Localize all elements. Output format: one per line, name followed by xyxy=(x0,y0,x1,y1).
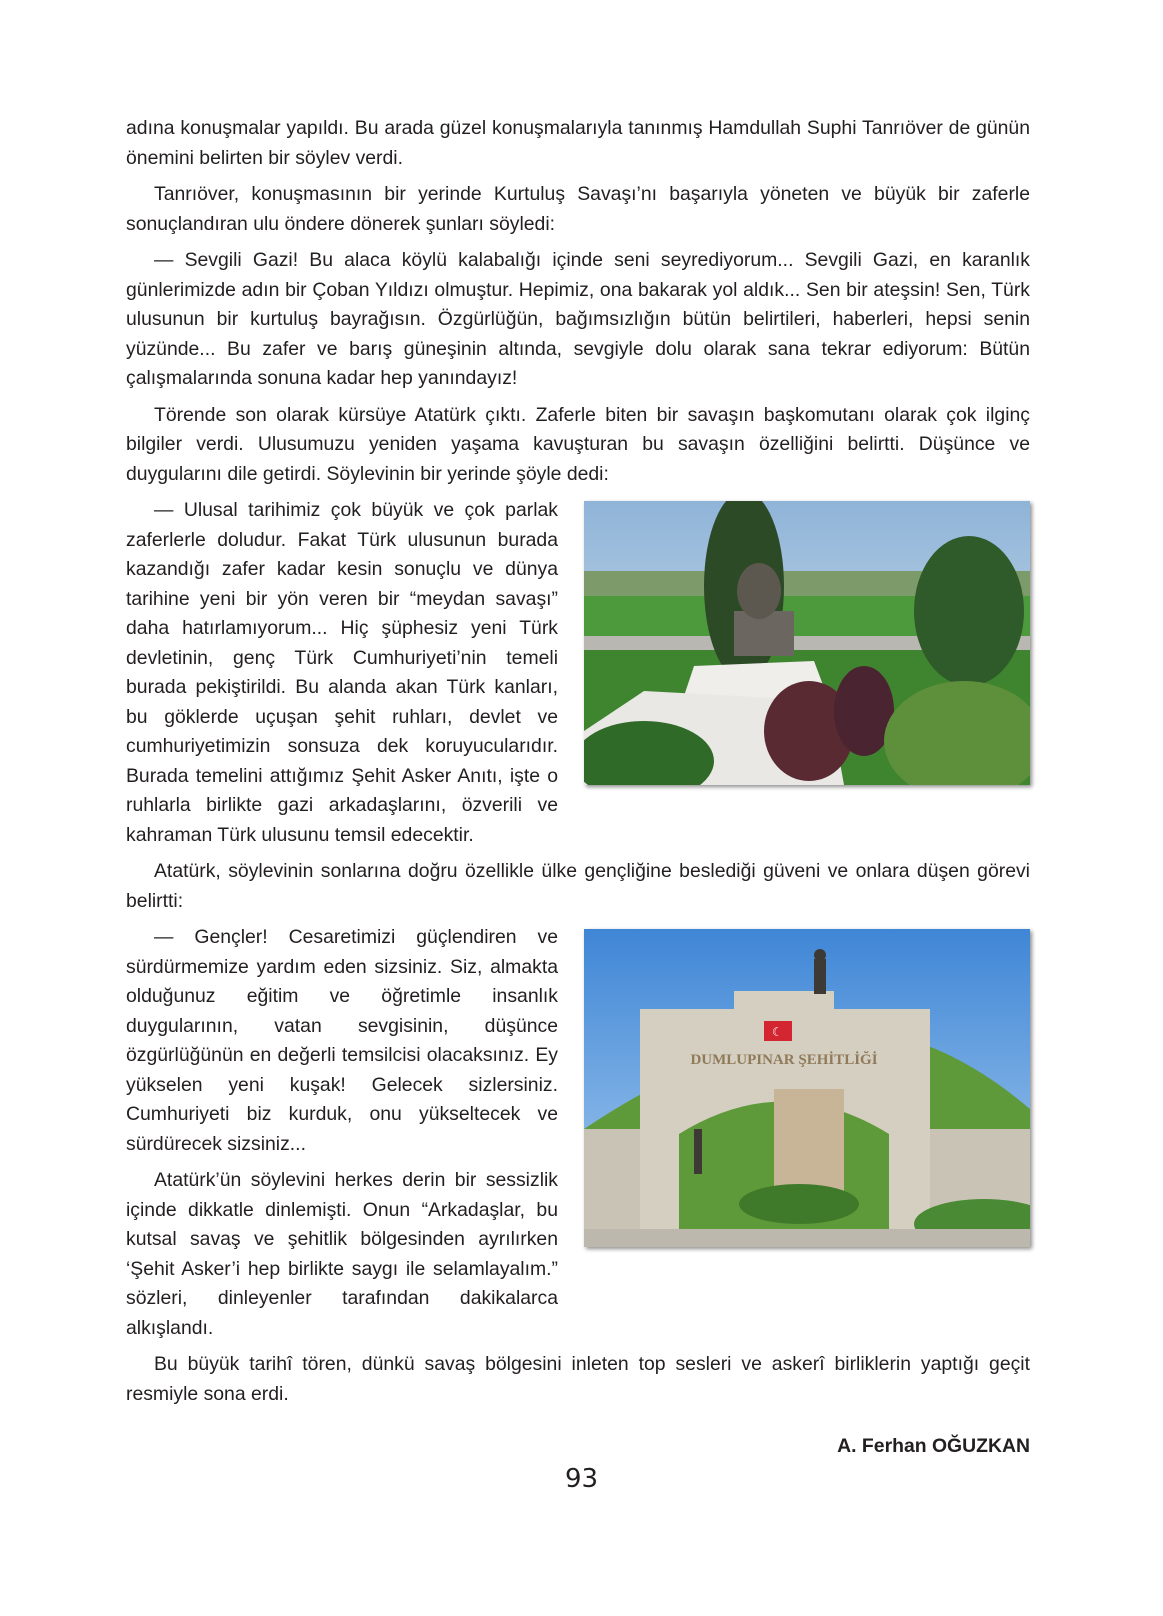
paragraph-4: Törende son olarak kürsüye Atatürk çıktı. Zaferle biten bir savaşın başkomutanı olarak çok ilginç bilgiler verdi. Ulusumuzu yeniden yaşama kavuşturan bu savaşın özelliğini belirtti. Düşünce ve duygularını dile getirdi. Söylevinin bir yerinde şöyle dedi: xyxy=(126,403,1030,485)
gate-inscription: DUMLUPINAR ŞEHİTLİĞİ xyxy=(690,1052,878,1068)
paragraph-8: Atatürk’ün söylevini herkes derin bir sessizlik içinde dikkatle dinlemişti. Onun “Arkadaşlar, bu kutsal savaş ve şehitlik bölgesinden ayrılırken ‘Şehit Asker’i hep birlikte saygı ile selamlayalım.” sözleri, dinleyenler tarafından dakikalarca alkışlandı. xyxy=(126,1169,558,1339)
paragraph-9: Bu büyük tarihî tören, dünkü savaş bölgesini inleten top sesleri ve askerî birliklerin yaptığı geçit resmiyle sona erdi. xyxy=(126,1353,1030,1405)
paragraph-2: Tanrıöver, konuşmasının bir yerinde Kurtuluş Savaşı’nı başarıyla yöneten ve büyük bir zaferle sonuçlandıran ulu öndere dönerek şunları söyledi: xyxy=(126,183,1030,235)
svg-text:☾: ☾ xyxy=(772,1025,783,1039)
section-with-monument-photo xyxy=(126,496,1030,850)
paragraph-6: Atatürk, söylevinin sonlarına doğru özellikle ülke gençliğine beslediği güveni ve onlara düşen görevi belirtti: xyxy=(126,860,1030,912)
page-content xyxy=(126,114,1030,1458)
cemetery-gate-photo xyxy=(584,929,1030,1247)
page-number: 93 xyxy=(564,1464,599,1494)
paragraph-1: adına konuşmalar yapıldı. Bu arada güzel konuşmalarıyla tanınmış Hamdullah Suphi Tanrıöver de günün önemini belirten bir söylev verdi. xyxy=(126,117,1030,169)
section-with-cemetery-photo xyxy=(126,923,1030,1343)
monument-photo-drawing xyxy=(584,501,1030,785)
monument-photo xyxy=(584,501,1030,785)
author-name: A. Ferhan OĞUZKAN xyxy=(837,1435,1030,1457)
paragraph-5: — Ulusal tarihimiz çok büyük ve çok parlak zaferlerle doludur. Fakat Türk ulusunun burada kazandığı zafer kadar kesin sonuçlu ve dünya tarihine yeni bir yön veren bir “meydan savaşı” daha hatırlamıyorum... Hiç şüphesiz yeni Türk devletinin, genç Türk Cumhuriyeti’nin temeli burada pekiştirildi. Bu alanda akan Türk kanları, bu göklerde uçuşan şehit ruhları, devlet ve cumhuriyetimizin sonsuza dek koruyucularıdır. Burada temelini attığımız Şehit Asker Anıtı, işte o ruhlarla birlikte gazi arkadaşlarını, özverili ve kahraman Türk ulusunu temsil edecektir. xyxy=(126,499,558,846)
paragraph-3: — Sevgili Gazi! Bu alaca köylü kalabalığı içinde seni seyrediyorum... Sevgili Gazi, en karanlık günlerimizde adın bir Çoban Yıldızı olmuştur. Hepimiz, ona bakarak yol aldık... Sen bir ateşsin! Sen, Türk ulusunun bir kurtuluş bayrağısın. Özgürlüğün, bağımsızlığın bütün belirtileri, haberleri, hepsi senin yüzünde... Bu zafer ve barış güneşinin altında, sevgiyle dolu olarak sana tekrar ediyorum: Bütün çalışmalarında sonuna kadar hep yanındayız! xyxy=(126,249,1030,389)
paragraph-7: — Gençler! Cesaretimizi güçlendiren ve sürdürmemize yardım eden sizsiniz. Siz, almakta olduğunuz eğitim ve öğretimle insanlık duygularının, vatan sevgisinin, düşünce özgürlüğünün en değerli temsilcisi olacaksınız. Ey yükselen yeni kuşak! Gelecek sizlersiniz. Cumhuriyeti biz kurduk, onu yükseltecek ve sürdürecek sizsiniz... xyxy=(126,926,558,1155)
cemetery-gate-drawing xyxy=(584,929,1030,1247)
